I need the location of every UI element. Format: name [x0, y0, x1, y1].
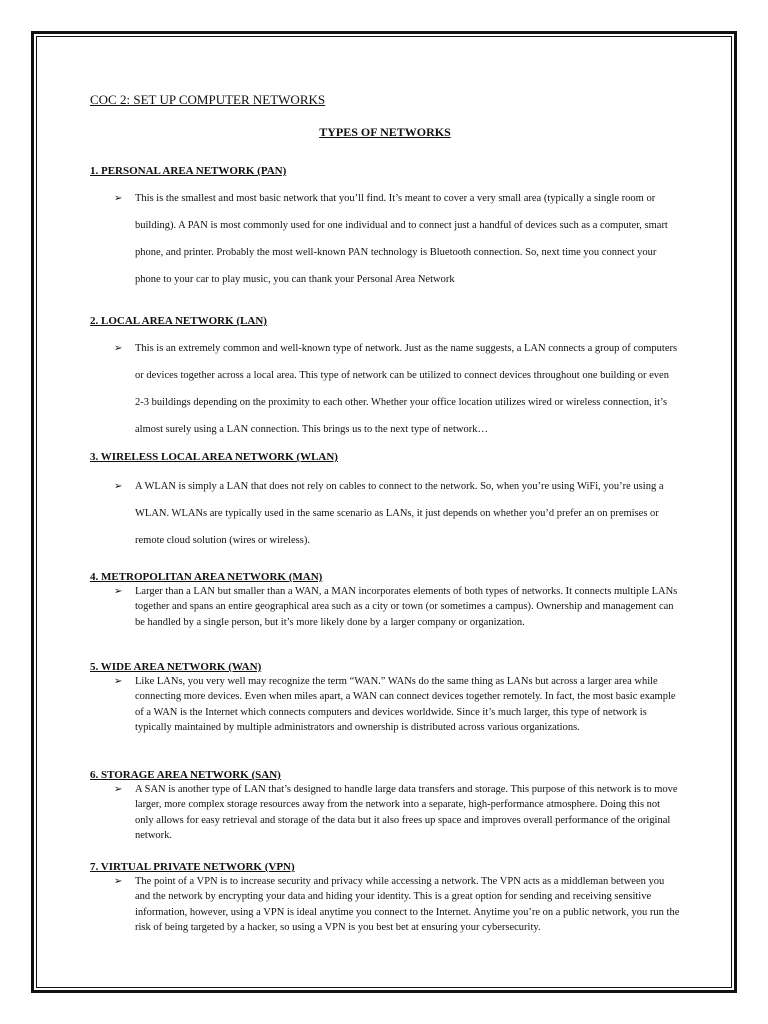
section-text: The point of a VPN is to increase security and privacy while accessing a network. The VPN acts as a middleman between you and the network by encrypting your data and hiding your identity. This is a great option for sending and receiving sensitive information, however, using a VPN is ideal anytime you connect to the Internet. Anytime you’re on a public network, you run the risk of being targeted by a hacker, so using a VPN is you best bet at ensuring your cybersecurity.	[135, 876, 680, 934]
section-heading: 4. METROPOLITAN AREA NETWORK (MAN)	[90, 571, 323, 583]
section-heading: 7. VIRTUAL PRIVATE NETWORK (VPN)	[90, 861, 295, 873]
document-title: COC 2: SET UP COMPUTER NETWORKS	[90, 92, 326, 107]
section-wlan	[90, 450, 680, 554]
section-heading: 3. WIRELESS LOCAL AREA NETWORK (WLAN)	[90, 451, 338, 463]
document-subtitle: TYPES OF NETWORKS	[319, 125, 451, 139]
arrow-bullet-icon: ➢	[114, 481, 123, 492]
section-vpn	[90, 860, 680, 936]
section-lan	[90, 314, 680, 443]
section-text: A SAN is another type of LAN that’s designed to handle large data transfers and storage. This purpose of this network is to move larger, more complex storage resources away from the network into a separate, high-performance atmosphere. Doing this not only allows for easy retrieval and storage of the data but it also frees up space and improves overall performance of the original network.	[135, 784, 678, 842]
arrow-bullet-icon: ➢	[114, 343, 123, 354]
section-wan	[90, 660, 680, 736]
list-item	[90, 782, 680, 844]
section-man	[90, 570, 680, 630]
list-item	[90, 674, 680, 736]
section-text: This is an extremely common and well-known type of network. Just as the name suggests, a LAN connects a group of computers or devices together across a local area. This type of network can be utilized to connect devices throughout one building or even 2-3 buildings depending on the proximity to each other. Whether your office location utilizes wired or wireless connection, it’s almost surely using a LAN connection. This brings us to the next type of network…	[135, 343, 678, 435]
list-item	[90, 473, 680, 554]
section-heading: 5. WIDE AREA NETWORK (WAN)	[90, 661, 262, 673]
section-text: Larger than a LAN but smaller than a WAN, a MAN incorporates elements of both types of networks. It connects multiple LANs together and spans an entire geographical area such as a city or town (or sometimes a campus). Ownership and management can be handled by a single person, but it’s more likely done by a larger company or organization.	[135, 586, 678, 628]
list-item	[90, 335, 680, 443]
arrow-bullet-icon: ➢	[114, 193, 123, 204]
section-text: Like LANs, you very well may recognize the term “WAN.” WANs do the same thing as LANs but across a larger area while connecting more devices. Even when miles apart, a WAN can connect devices together remotely. In fact, the most basic example of a WAN is the Internet which connects computers and devices worldwide. Since it’s much larger, this type of network is typically maintained by multiple administrators and ownership is distributed across various organizations.	[135, 676, 676, 734]
section-san	[90, 768, 680, 844]
section-heading: 2. LOCAL AREA NETWORK (LAN)	[90, 315, 267, 327]
arrow-bullet-icon: ➢	[114, 876, 123, 887]
section-heading: 1. PERSONAL AREA NETWORK (PAN)	[90, 165, 287, 177]
arrow-bullet-icon: ➢	[114, 784, 123, 795]
arrow-bullet-icon: ➢	[114, 676, 123, 687]
list-item	[90, 874, 680, 936]
arrow-bullet-icon: ➢	[114, 586, 123, 597]
section-heading: 6. STORAGE AREA NETWORK (SAN)	[90, 769, 281, 781]
section-text: A WLAN is simply a LAN that does not rely on cables to connect to the network. So, when you’re using WiFi, you’re using a WLAN. WLANs are typically used in the same scenario as LANs, it just depends on whether you’d prefer an on premises or remote cloud solution (wires or wireless).	[135, 481, 664, 546]
list-item	[90, 584, 680, 630]
list-item	[90, 185, 680, 293]
section-pan	[90, 164, 680, 293]
section-text: This is the smallest and most basic network that you’ll find. It’s meant to cover a very small area (typically a single room or building). A PAN is most commonly used for one individual and to connect just a handful of devices such as a computer, smart phone, and printer. Probably the most well-known PAN technology is Bluetooth connection. So, next time you connect your phone to your car to play music, you can thank your Personal Area Network	[135, 193, 668, 285]
document-body	[90, 92, 690, 934]
